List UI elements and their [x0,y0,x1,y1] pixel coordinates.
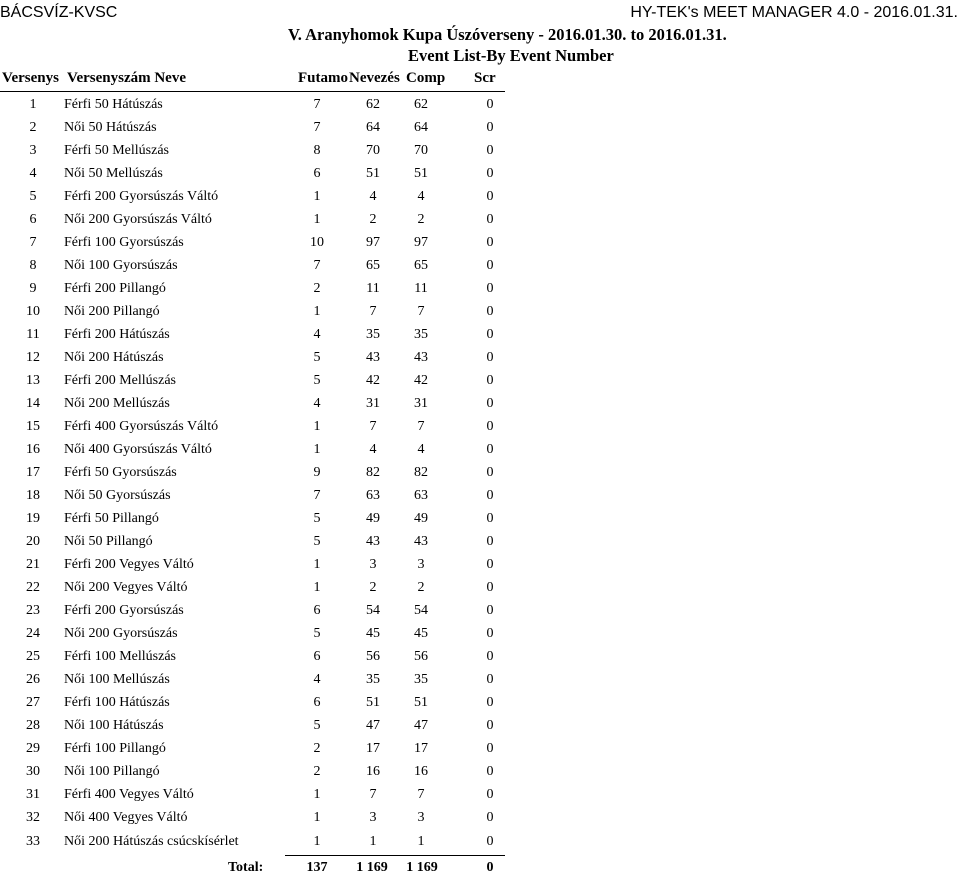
event-name: Női 200 Mellúszás [64,396,170,412]
comp-count: 47 [414,718,428,734]
entries-count: 3 [369,557,377,573]
event-name: Női 200 Vegyes Váltó [64,580,188,596]
event-name: Férfi 50 Gyorsúszás [64,465,177,481]
event-name: Női 100 Pillangó [64,764,160,780]
event-name: Férfi 400 Gyorsúszás Váltó [64,419,219,435]
event-number: 16 [26,442,40,458]
event-number: 5 [29,189,37,205]
scr-count: 0 [486,672,494,688]
entries-count: 7 [369,787,377,803]
scr-count: 0 [486,258,494,274]
scr-count: 0 [486,396,494,412]
entries-count: 70 [366,143,380,159]
event-number: 23 [26,603,40,619]
table-row [0,553,520,576]
scr-count: 0 [486,695,494,711]
comp-count: 4 [417,442,425,458]
scr-count: 0 [486,97,494,112]
table-row [0,599,520,622]
table-row [0,668,520,691]
comp-count: 7 [417,419,425,435]
scr-count: 0 [486,741,494,757]
heats-count: 1 [313,580,321,596]
heats-count: 2 [313,764,321,780]
comp-count: 42 [414,373,428,389]
event-number: 27 [26,695,40,711]
scr-count: 0 [486,120,494,136]
event-name: Női 200 Gyorsúszás [64,626,178,642]
table-row [0,254,520,277]
comp-count: 2 [417,212,425,228]
heats-count: 1 [313,442,321,458]
comp-count: 56 [414,649,428,665]
heats-count: 7 [313,258,321,274]
scr-count: 0 [486,534,494,550]
entries-count: 49 [366,511,380,527]
scr-count: 0 [486,327,494,343]
column-headers [0,70,520,90]
comp-count: 16 [414,764,428,780]
entries-count: 47 [366,718,380,734]
comp-count: 1 [417,833,425,849]
table-row [0,737,520,760]
table-row [0,691,520,714]
heats-count: 5 [313,373,321,389]
scr-count: 0 [486,373,494,389]
comp-count: 31 [414,396,428,412]
table-row [0,530,520,553]
heats-count: 7 [313,488,321,504]
comp-count: 64 [414,120,428,136]
event-name: Férfi 100 Hátúszás [64,695,170,711]
scr-count: 0 [486,511,494,527]
table-row [0,830,520,853]
entries-count: 51 [366,166,380,182]
event-number: 28 [26,718,40,734]
entries-count: 35 [366,672,380,688]
entries-count: 64 [366,120,380,136]
event-name: Női 50 Hátúszás [64,120,157,136]
comp-count: 43 [414,350,428,366]
heats-count: 1 [313,787,321,803]
scr-count: 0 [486,189,494,205]
heats-count: 10 [310,235,324,251]
event-number: 25 [26,649,40,665]
event-number: 24 [26,626,40,642]
event-number: 18 [26,488,40,504]
table-row [0,369,520,392]
scr-count: 0 [486,350,494,366]
scr-count: 0 [486,143,494,159]
event-name: Férfi 200 Gyorsúszás [64,603,184,619]
table-row [0,139,520,162]
scr-count: 0 [486,626,494,642]
scr-count: 0 [486,718,494,734]
event-name: Női 50 Mellúszás [64,166,163,182]
event-number: 13 [26,373,40,389]
heats-count: 6 [313,166,321,182]
scr-count: 0 [486,833,494,849]
event-number: 12 [26,350,40,366]
entries-count: 4 [369,189,377,205]
scr-count: 0 [486,419,494,435]
header-name: Versenyszám Neve [67,70,186,86]
heats-count: 5 [313,534,321,550]
entries-count: 51 [366,695,380,711]
event-name: Férfi 100 Pillangó [64,741,166,757]
heats-count: 1 [313,212,321,228]
scr-count: 0 [486,764,494,780]
header-heats: Futamo [298,70,348,86]
header-scr: Scr [474,70,496,86]
heats-count: 6 [313,695,321,711]
heats-count: 7 [313,120,321,136]
table-row [0,622,520,645]
heats-count: 1 [313,810,321,826]
event-name: Női 50 Gyorsúszás [64,488,171,504]
entries-count: 62 [366,97,380,112]
event-table [0,93,520,853]
table-row [0,783,520,806]
entries-count: 54 [366,603,380,619]
event-name: Női 50 Pillangó [64,534,153,550]
table-row [0,806,520,829]
event-name: Férfi 50 Hátúszás [64,97,163,112]
heats-count: 2 [313,741,321,757]
heats-count: 8 [313,143,321,159]
heats-count: 5 [313,511,321,527]
entries-count: 7 [369,304,377,320]
scr-count: 0 [486,580,494,596]
total-scr: 0 [486,860,494,875]
heats-count: 6 [313,603,321,619]
event-number: 7 [29,235,37,251]
event-number: 31 [26,787,40,803]
event-number: 20 [26,534,40,550]
comp-count: 70 [414,143,428,159]
heats-count: 1 [313,304,321,320]
table-row [0,461,520,484]
total-rule [285,855,505,856]
heats-count: 1 [313,419,321,435]
table-row [0,185,520,208]
software-version: HY-TEK's MEET MANAGER 4.0 - 2016.01.31. [630,4,958,21]
event-number: 19 [26,511,40,527]
comp-count: 82 [414,465,428,481]
heats-count: 1 [313,833,321,849]
heats-count: 7 [313,97,321,112]
event-name: Női 400 Gyorsúszás Váltó [64,442,212,458]
event-name: Női 100 Mellúszás [64,672,170,688]
heats-count: 2 [313,281,321,297]
event-name: Női 200 Hátúszás [64,350,164,366]
table-row [0,760,520,783]
event-name: Női 400 Vegyes Váltó [64,810,188,826]
club-name: BÁCSVÍZ-KVSC [0,4,118,21]
comp-count: 62 [414,97,428,112]
event-number: 21 [26,557,40,573]
event-number: 32 [26,810,40,826]
entries-count: 2 [369,580,377,596]
table-row [0,714,520,737]
heats-count: 5 [313,626,321,642]
comp-count: 45 [414,626,428,642]
entries-count: 16 [366,764,380,780]
entries-count: 45 [366,626,380,642]
table-row [0,208,520,231]
comp-count: 97 [414,235,428,251]
comp-count: 51 [414,166,428,182]
entries-count: 4 [369,442,377,458]
table-row [0,277,520,300]
comp-count: 43 [414,534,428,550]
comp-count: 54 [414,603,428,619]
total-heats: 137 [306,860,328,875]
entries-count: 7 [369,419,377,435]
comp-count: 7 [417,787,425,803]
total-row [0,857,520,875]
heats-count: 4 [313,327,321,343]
scr-count: 0 [486,649,494,665]
event-number: 1 [29,97,37,112]
table-row [0,438,520,461]
report-subtitle: Event List-By Event Number [408,46,614,65]
scr-count: 0 [486,212,494,228]
scr-count: 0 [486,787,494,803]
comp-count: 65 [414,258,428,274]
entries-count: 35 [366,327,380,343]
event-number: 30 [26,764,40,780]
heats-count: 5 [313,718,321,734]
table-row [0,116,520,139]
scr-count: 0 [486,603,494,619]
comp-count: 35 [414,672,428,688]
heats-count: 6 [313,649,321,665]
comp-count: 3 [417,557,425,573]
scr-count: 0 [486,235,494,251]
event-name: Férfi 200 Vegyes Váltó [64,557,194,573]
event-name: Férfi 100 Mellúszás [64,649,176,665]
heats-count: 1 [313,557,321,573]
event-name: Női 100 Hátúszás [64,718,164,734]
scr-count: 0 [486,281,494,297]
entries-count: 17 [366,741,380,757]
event-number: 26 [26,672,40,688]
comp-count: 2 [417,580,425,596]
event-name: Férfi 50 Pillangó [64,511,159,527]
comp-count: 4 [417,189,425,205]
header-entries: Nevezés [349,70,400,86]
event-name: Férfi 400 Vegyes Váltó [64,787,194,803]
entries-count: 43 [366,534,380,550]
entries-count: 31 [366,396,380,412]
scr-count: 0 [486,304,494,320]
event-number: 15 [26,419,40,435]
table-row [0,484,520,507]
event-name: Férfi 200 Hátúszás [64,327,170,343]
header-event: Versenys [2,70,59,86]
meet-title: V. Aranyhomok Kupa Úszóverseny - 2016.01.30. to 2016.01.31. [288,25,727,44]
table-row [0,93,520,116]
comp-count: 17 [414,741,428,757]
comp-count: 7 [417,304,425,320]
event-number: 9 [29,281,37,297]
entries-count: 3 [369,810,377,826]
table-row [0,576,520,599]
total-comp: 1 169 [406,860,438,875]
total-entries: 1 169 [356,860,388,875]
heats-count: 9 [313,465,321,481]
event-number: 17 [26,465,40,481]
entries-count: 65 [366,258,380,274]
entries-count: 63 [366,488,380,504]
event-name: Férfi 100 Gyorsúszás [64,235,184,251]
entries-count: 42 [366,373,380,389]
table-row [0,323,520,346]
table-row [0,346,520,369]
entries-count: 43 [366,350,380,366]
event-number: 22 [26,580,40,596]
event-number: 11 [26,327,40,343]
table-row [0,507,520,530]
table-row [0,392,520,415]
table-row [0,415,520,438]
event-name: Férfi 200 Gyorsúszás Váltó [64,189,219,205]
event-name: Férfi 200 Mellúszás [64,373,176,389]
event-name: Női 100 Gyorsúszás [64,258,178,274]
heats-count: 4 [313,672,321,688]
event-number: 14 [26,396,40,412]
event-name: Női 200 Pillangó [64,304,160,320]
event-number: 10 [26,304,40,320]
event-number: 2 [29,120,37,136]
entries-count: 56 [366,649,380,665]
table-row [0,645,520,668]
header-rule [0,91,505,92]
entries-count: 11 [366,281,380,297]
total-label: Total: [228,860,264,875]
comp-count: 49 [414,511,428,527]
event-name: Női 200 Gyorsúszás Váltó [64,212,212,228]
heats-count: 1 [313,189,321,205]
event-number: 3 [29,143,37,159]
heats-count: 4 [313,396,321,412]
scr-count: 0 [486,488,494,504]
comp-count: 11 [414,281,428,297]
comp-count: 35 [414,327,428,343]
event-name: Férfi 50 Mellúszás [64,143,169,159]
entries-count: 2 [369,212,377,228]
event-name: Férfi 200 Pillangó [64,281,166,297]
event-name: Női 200 Hátúszás csúcskísérlet [64,833,239,849]
table-row [0,162,520,185]
comp-count: 3 [417,810,425,826]
table-row [0,300,520,323]
header-comp: Comp [406,70,446,86]
event-number: 8 [29,258,37,274]
entries-count: 97 [366,235,380,251]
event-number: 4 [29,166,37,182]
event-number: 33 [26,833,40,849]
event-number: 29 [26,741,40,757]
entries-count: 82 [366,465,380,481]
scr-count: 0 [486,810,494,826]
scr-count: 0 [486,166,494,182]
scr-count: 0 [486,465,494,481]
scr-count: 0 [486,557,494,573]
comp-count: 63 [414,488,428,504]
event-number: 6 [29,212,37,228]
heats-count: 5 [313,350,321,366]
table-row [0,231,520,254]
entries-count: 1 [369,833,377,849]
scr-count: 0 [486,442,494,458]
comp-count: 51 [414,695,428,711]
